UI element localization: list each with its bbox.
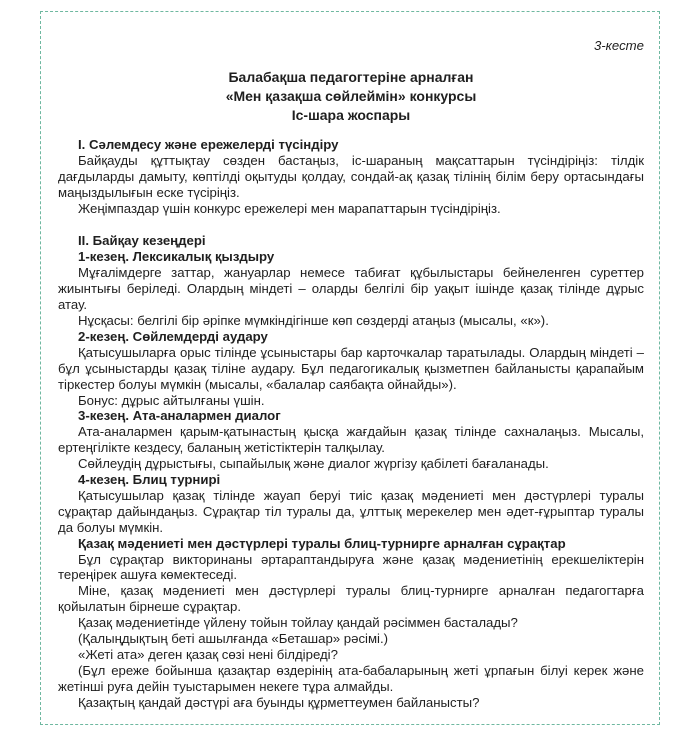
stage-4-paragraph: Қатысушылар қазақ тілінде жауап беруі тиіс қазақ мәдениеті мен дәстүрлері туралы сұрақтар дайындаңыз. Сұрақтар тіл туралы да, ұлттық мерекелер мен әдет-ғұрыптар туралы да болуы мүмкін. [58, 487, 644, 535]
stage-2-paragraph: Бонус: дұрыс айтылғаны үшін. [78, 392, 265, 408]
section-1-paragraph: Байқауды құттықтау сөзден бастаңыз, іс-шараның мақсаттарын түсіндіріңіз: тілдік дағдыларды дамыту, көптілді оқытуды қолдау, сондай-ақ қазақ тілінің білім беру ортасындағы маңыздылығын еске түсіріңіз. [58, 152, 644, 200]
title-line-2: «Мен қазақша сөйлеймін» конкурсы [225, 87, 477, 104]
title-line-3: Іс-шара жоспары [291, 106, 411, 123]
stage-1-heading: 1-кезең. Лексикалық қыздыру [78, 249, 275, 265]
section-2-heading: II. Байқау кезеңдері [78, 233, 206, 249]
question: «Жеті ата» деген қазақ сөзі нені білдіреді? [78, 647, 338, 662]
question: Қазақ мәдениетінде үйлену тойын тойлау қандай рәсіммен басталады? [78, 615, 518, 631]
stage-2-paragraph: Қатысушыларға орыс тілінде ұсыныстары бар карточкалар таратылады. Олардың міндеті – бұл ұсыныстарды қазақ тіліне аудару. Бұл педагогикалық қызметпен байланысты қарапайым тіркестер болуы мүмкін (мысалы, «балалар саябақта ойнайды»). [58, 344, 644, 392]
stage-2-heading: 2-кезең. Сөйлемдерді аудару [78, 328, 268, 344]
stage-1-paragraph: Мұғалімдерге заттар, жануарлар немесе табиғат құбылыстары бейнеленген суреттер жиынтығы беріледі. Олардың міндеті – оларды белгілі бір уақыт ішінде қазақ тілінде дұрыс атау. [58, 265, 644, 313]
section-1-heading: I. Сәлемдесу және ережелерді түсіндіру [78, 136, 339, 152]
questions-heading: Қазақ мәдениеті мен дәстүрлері туралы блиц-турнирге арналған сұрақтар [78, 535, 566, 551]
stage-3-paragraph: Ата-аналармен қарым-қатынастың қысқа жағдайын қазақ тілінде сахналаңыз. Мысалы, ертеңгілікте кездесу, баланың жетістіктерін талқылау. [58, 424, 644, 456]
section-1-paragraph: Жеңімпаздар үшін конкурс ережелері мен марапаттарын түсіндіріңіз. [78, 200, 501, 216]
answer: (Бұл ереже бойынша қазақтар өздерінің ата-бабаларының жеті ұрпағын білуі керек және жетінші руға дейін туыстарымен некеге тұра алмайды. [58, 662, 644, 694]
question: Қазақтың қандай дәстүрі аға буынды құрметтеумен байланысты? [78, 694, 480, 710]
document-body [58, 38, 644, 711]
table-label: 3-кесте [593, 38, 644, 53]
title-line-1: Балабақша педагогтеріне арналған [228, 68, 474, 85]
stage-4-heading: 4-кезең. Блиц турнирі [78, 472, 221, 488]
questions-paragraph: Міне, қазақ мәдениеті мен дәстүрлері туралы блиц-турнирге арналған педагогтарға қойылатын бірнеше сұрақтар. [58, 583, 644, 615]
stage-3-heading: 3-кезең. Ата-аналармен диалог [78, 408, 281, 424]
stage-3-paragraph: Сөйлеудің дұрыстығы, сыпайылық және диалог жүргізу қабілеті бағаланады. [78, 456, 549, 472]
stage-1-paragraph: Нұсқасы: белгілі бір әріпке мүмкіндігінше көп сөздерді атаңыз (мысалы, «к»). [78, 312, 549, 328]
answer: (Қалыңдықтың беті ашылғанда «Беташар» рәсімі.) [78, 631, 389, 647]
questions-paragraph: Бұл сұрақтар викторинаны әртараптандыруға және қазақ мәдениетінің ерекшеліктерін тереңірек ашуға көмектеседі. [58, 551, 644, 583]
